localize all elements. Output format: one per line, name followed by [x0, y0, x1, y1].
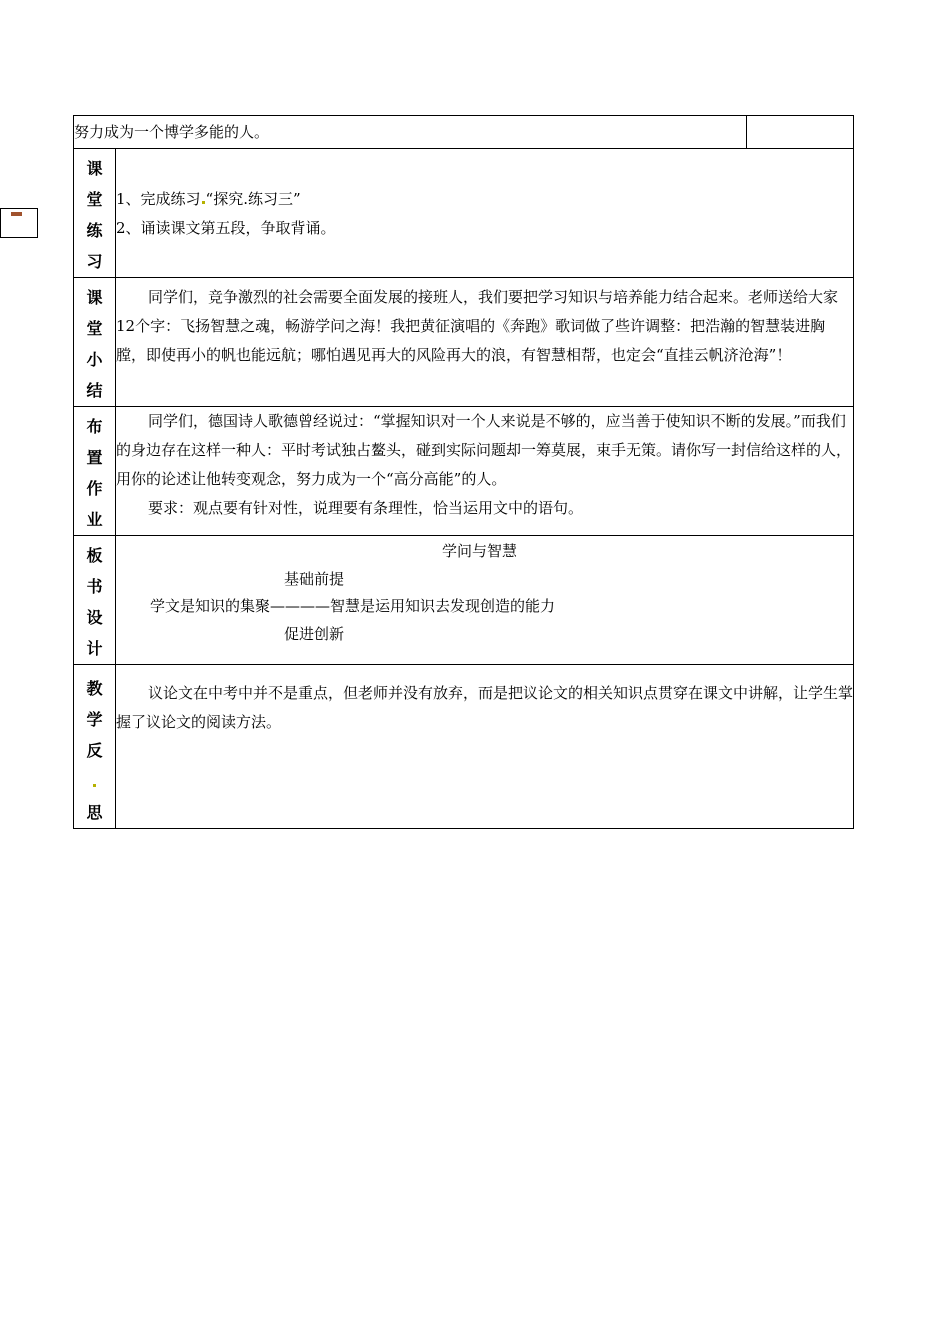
- board-title: 学问与智慧: [442, 542, 518, 560]
- board-content: [116, 536, 854, 665]
- row-homework: [74, 407, 854, 536]
- mark-dot: [74, 766, 115, 797]
- empty-cell: [747, 116, 854, 149]
- label-homework: 布 置 作 业: [74, 407, 116, 536]
- continuation-cell: [74, 116, 747, 149]
- summary-text: 同学们，竞争激烈的社会需要全面发展的接班人，我们要把学习知识与培养能力结合起来。老师送给大家12个字：飞扬智慧之魂，畅游学问之海！我把黄征演唱的《奔跑》歌词做了些许调整：把浩瀚的智慧装进胸膛，即使再小的帆也能远航；哪怕遇见再大的风险再大的浪，有智慧相帮，也定会“直挂云帆济沧海”！: [116, 288, 839, 364]
- mark-dot: [202, 201, 205, 204]
- board-middle: 学文是知识的集聚————智慧是运用知识去发现创造的能力: [150, 597, 556, 615]
- row-board: [74, 536, 854, 665]
- practice-content: [116, 149, 854, 278]
- board-bottom: 促进创新: [284, 625, 345, 643]
- summary-content: [116, 278, 854, 407]
- label-summary: 课 堂 小 结: [74, 278, 116, 407]
- continuation-text: 努力成为一个博学多能的人。: [74, 123, 270, 141]
- row-continuation: [74, 116, 854, 149]
- lesson-plan-table: [73, 115, 854, 829]
- homework-requirement: 要求：观点要有针对性，说理要有条理性，恰当运用文中的语句。: [148, 499, 584, 517]
- label-board: 板 书 设 计: [74, 536, 116, 665]
- margin-mark: [11, 212, 22, 216]
- margin-note-box: [0, 208, 38, 238]
- label-practice: 课 堂 练 习: [74, 149, 116, 278]
- practice-item-1: 1、完成练习 “探究.练习三”: [116, 190, 301, 208]
- row-practice: [74, 149, 854, 278]
- row-reflection: [74, 665, 854, 829]
- practice-item-2: 2、诵读课文第五段，争取背诵。: [116, 219, 336, 237]
- label-reflection: 教 学 反 思: [74, 665, 116, 829]
- row-summary: [74, 278, 854, 407]
- homework-content: [116, 407, 854, 536]
- reflection-text: 议论文在中考中并不是重点，但老师并没有放弃，而是把议论文的相关知识点贯穿在课文中讲解，让学生掌握了议论文的阅读方法。: [116, 684, 854, 731]
- reflection-content: [116, 665, 854, 829]
- board-top: 基础前提: [284, 570, 345, 588]
- homework-paragraph: 同学们，德国诗人歌德曾经说过：“掌握知识对一个人来说是不够的，应当善于使知识不断的发展。”而我们的身边存在这样一种人：平时考试独占鳌头，碰到实际问题却一筹莫展，束手无策。请你写一封信给这样的人，用你的论述让他转变观念，努力成为一个“高分高能”的人。: [116, 412, 852, 488]
